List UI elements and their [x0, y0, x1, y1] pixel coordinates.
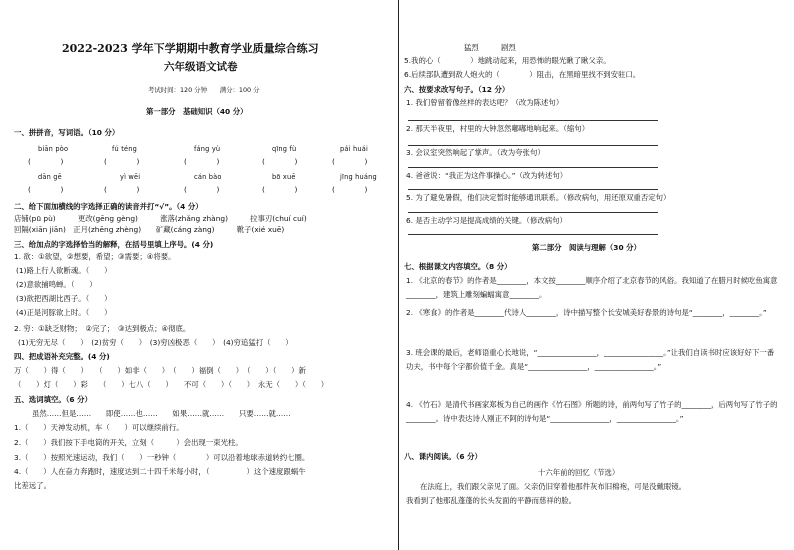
- q6-sentence-4: 4. 爸爸说：“我正为这件事操心。”（改为转述句）: [406, 171, 568, 180]
- q2-line-2: 回隔(xiān jiān) 正月(zhēng zhèng) 矿藏(cáng zàng) 靴子(xié xuē): [14, 225, 285, 234]
- passage-para-2: 我看到了他那乱蓬蓬的长头发面的平静而慈祥的脸。: [406, 496, 576, 505]
- q6-title: 六、按要求改写句子。（12 分）: [404, 85, 510, 94]
- q1-bracket-10: ( ): [332, 185, 368, 194]
- q6-answer-line-5: [408, 212, 658, 213]
- q5-sentence-4b: 比差远了。: [14, 481, 51, 490]
- q5-title: 五、选词填空。（6 分）: [14, 395, 92, 404]
- column-divider: [398, 0, 399, 550]
- q1-bracket-9: ( ): [262, 185, 298, 194]
- passage-title: 十六年前的回忆（节选）: [538, 468, 620, 477]
- q1-bracket-4: ( ): [262, 157, 298, 166]
- left-column: [14, 0, 396, 550]
- q1-bracket-8: ( ): [184, 185, 220, 194]
- q6-sentence-6: 6. 是否主动学习是提高成绩的关键。（修改病句）: [406, 216, 567, 225]
- part2-title: 第二部分 阅读与理解（30 分）: [532, 243, 641, 252]
- q1-pinyin-9: bō xuē: [272, 173, 296, 181]
- q5-sentence-6: 6.后续部队遭到敌人炮火的（ ）阻击，在黑暗里找不到安驻口。: [404, 70, 641, 79]
- q7-title: 七、根据课文内容填空。（8 分）: [404, 262, 512, 271]
- q1-bracket-5: ( ): [332, 157, 368, 166]
- q4-line-2: （ ）灯（ ）彩 （ ）七八（ ） 不可（ ）（ ） 永无（ ）（ ）: [14, 380, 329, 389]
- q1-pinyin-3: fáng yù: [194, 145, 221, 153]
- part1-title: 第一部分 基础知识（40 分）: [146, 107, 248, 116]
- q3-line-2: 2. 穷：①缺乏财物； ②完了； ③达到极点；④彻底。: [14, 324, 191, 333]
- top-words: 猛烈 剧烈: [464, 43, 516, 52]
- q5-sentence-3: 3.（ ）按照光速运动，我们（ ）一秒钟（ ）可以沿着地球赤道转约七圈。: [14, 453, 310, 462]
- q3-items-2: (1)无穷无尽（ ） (2)贫穷（ ） (3)穷凶极恶（ ） (4)穷追猛打（ ）: [18, 338, 293, 347]
- exam-info: 考试时间：120 分钟 满分：100 分: [148, 86, 260, 94]
- q1-pinyin-4: qīng fù: [272, 145, 297, 153]
- q6-sentence-1: 1. 我们曾留着像丝样的表达吧？（改为陈述句）: [406, 98, 564, 107]
- q1-bracket-6: ( ): [28, 185, 64, 194]
- q1-pinyin-2: fú téng: [112, 145, 138, 153]
- q2-title: 二、给下面加横线的字选择正确的读音并打“√”。（4 分）: [14, 202, 203, 211]
- q1-pinyin-6: dān gē: [38, 173, 62, 181]
- passage-para-1: 在法庭上，我们跟父亲见了面。父亲仍旧穿着他那件灰布旧棉袍，可是没戴眼镜。: [420, 482, 687, 491]
- q5-sentence-5: 5.我的心（ ）地跳动起来，用恐怖的眼光瞅了瞅父亲。: [404, 56, 611, 65]
- q3-title: 三、给加点的字选择恰当的解释，在括号里填上序号。(4 分): [14, 240, 214, 249]
- exam-title: 2022-2023 学年下学期期中教育学业质量综合练习: [62, 42, 319, 55]
- q6-answer-line-3: [408, 167, 658, 168]
- q6-answer-line-6: [408, 234, 658, 235]
- q5-sentence-4a: 4.（ ）人在奋力奔跑时，速度达到二十四千米每小时，（ ）这个速度跟蜗牛: [14, 467, 306, 476]
- q1-pinyin-10: jīng huáng: [340, 173, 377, 181]
- q6-sentence-5: 5. 为了避免暑假，他们决定暂时能够通讯联系。（修改病句，用还原双重否定句）: [406, 193, 671, 202]
- q6-answer-line-4: [408, 189, 658, 190]
- right-column: [404, 0, 784, 550]
- q3-item-1: (1)路上行人欲断魂。（ ）: [16, 266, 112, 275]
- q6-sentence-3: 3. 会议室突然响起了掌声。（改为夸张句）: [406, 148, 545, 157]
- q4-title: 四、把成语补充完整。(4 分): [14, 352, 110, 361]
- q3-line-1: 1. 欲：①欲望，②想要，希望；③需要；④将要。: [14, 252, 176, 261]
- q6-answer-line-2: [408, 145, 658, 146]
- q7-sentence-1: 1. 《北京的春节》的作者是________，本文按________顺序介绍了北京春节的风俗。我知道了在腊月时候吃鱼寓意________，建筑上雕刻蝙蝠寓意________。: [406, 276, 778, 299]
- q8-title: 八、课内阅读。（6 分）: [404, 452, 482, 461]
- q1-bracket-2: ( ): [104, 157, 140, 166]
- q6-answer-line-1: [408, 120, 658, 121]
- q4-line-1: 万（ ）得（ ） （ ）如非（ ） （ ）福倒（ ） （ ）（ ）新: [14, 366, 306, 375]
- q1-pinyin-8: cán bào: [194, 173, 222, 181]
- q1-bracket-3: ( ): [184, 157, 220, 166]
- q3-item-3: (3)欲把西湖比西子。（ ）: [16, 294, 112, 303]
- q1-pinyin-1: biān pòo: [38, 145, 69, 153]
- q5-sentence-1: 1.（ ）天神发动机，车（ ）可以继续前行。: [14, 423, 184, 432]
- exam-subtitle: 六年级语文试卷: [164, 61, 238, 73]
- q7-sentence-2: 2. 《寒食》的作者是________代诗人________，诗中描写整个长安城美好春景的诗句是“________，________。”: [406, 308, 767, 317]
- q3-item-4: (4)正是河豚欲上时。（ ）: [16, 308, 112, 317]
- q5-words: 虽然……但是…… 即使……也…… 如果……就…… 只要……就……: [32, 409, 291, 418]
- q1-pinyin-7: yì wēi: [120, 173, 141, 181]
- q7-sentence-4: 4. 《竹石》是清代书画家郑板为自己的画作《竹石图》所题的诗，前两句写了竹子的________，后两句写了竹子的________。诗中表达诗人刚正不阿的诗句是“________________，________________。”: [406, 400, 778, 423]
- q1-bracket-7: ( ): [104, 185, 140, 194]
- q3-item-2: (2)意欲捕鸣蝉。（ ）: [16, 280, 97, 289]
- q6-sentence-2: 2. 那天半夜里，村里的大钟忽然嘟嘟地响起来。（缩句）: [406, 124, 590, 133]
- q1-pinyin-5: pái huái: [340, 145, 368, 153]
- q1-bracket-1: ( ): [28, 157, 64, 166]
- q2-line-1: 店铺(pū pù) 更改(gēng gèng) 涨落(zhǎng zhàng) 拉事刃(chuí cuí): [14, 214, 307, 223]
- q1-title: 一、拼拼音，写词语。（10 分）: [14, 128, 120, 137]
- q5-sentence-2: 2.（ ）我们按下手电筒的开关，立刻（ ）会出现一束光柱。: [14, 438, 243, 447]
- q7-sentence-3: 3. 班会课的最后，老师语重心长地说，“________________，________________。”让我们自读书时应该好好下一番功夫，书中每个字都价值千金。真是“________________，________________。”: [406, 348, 775, 371]
